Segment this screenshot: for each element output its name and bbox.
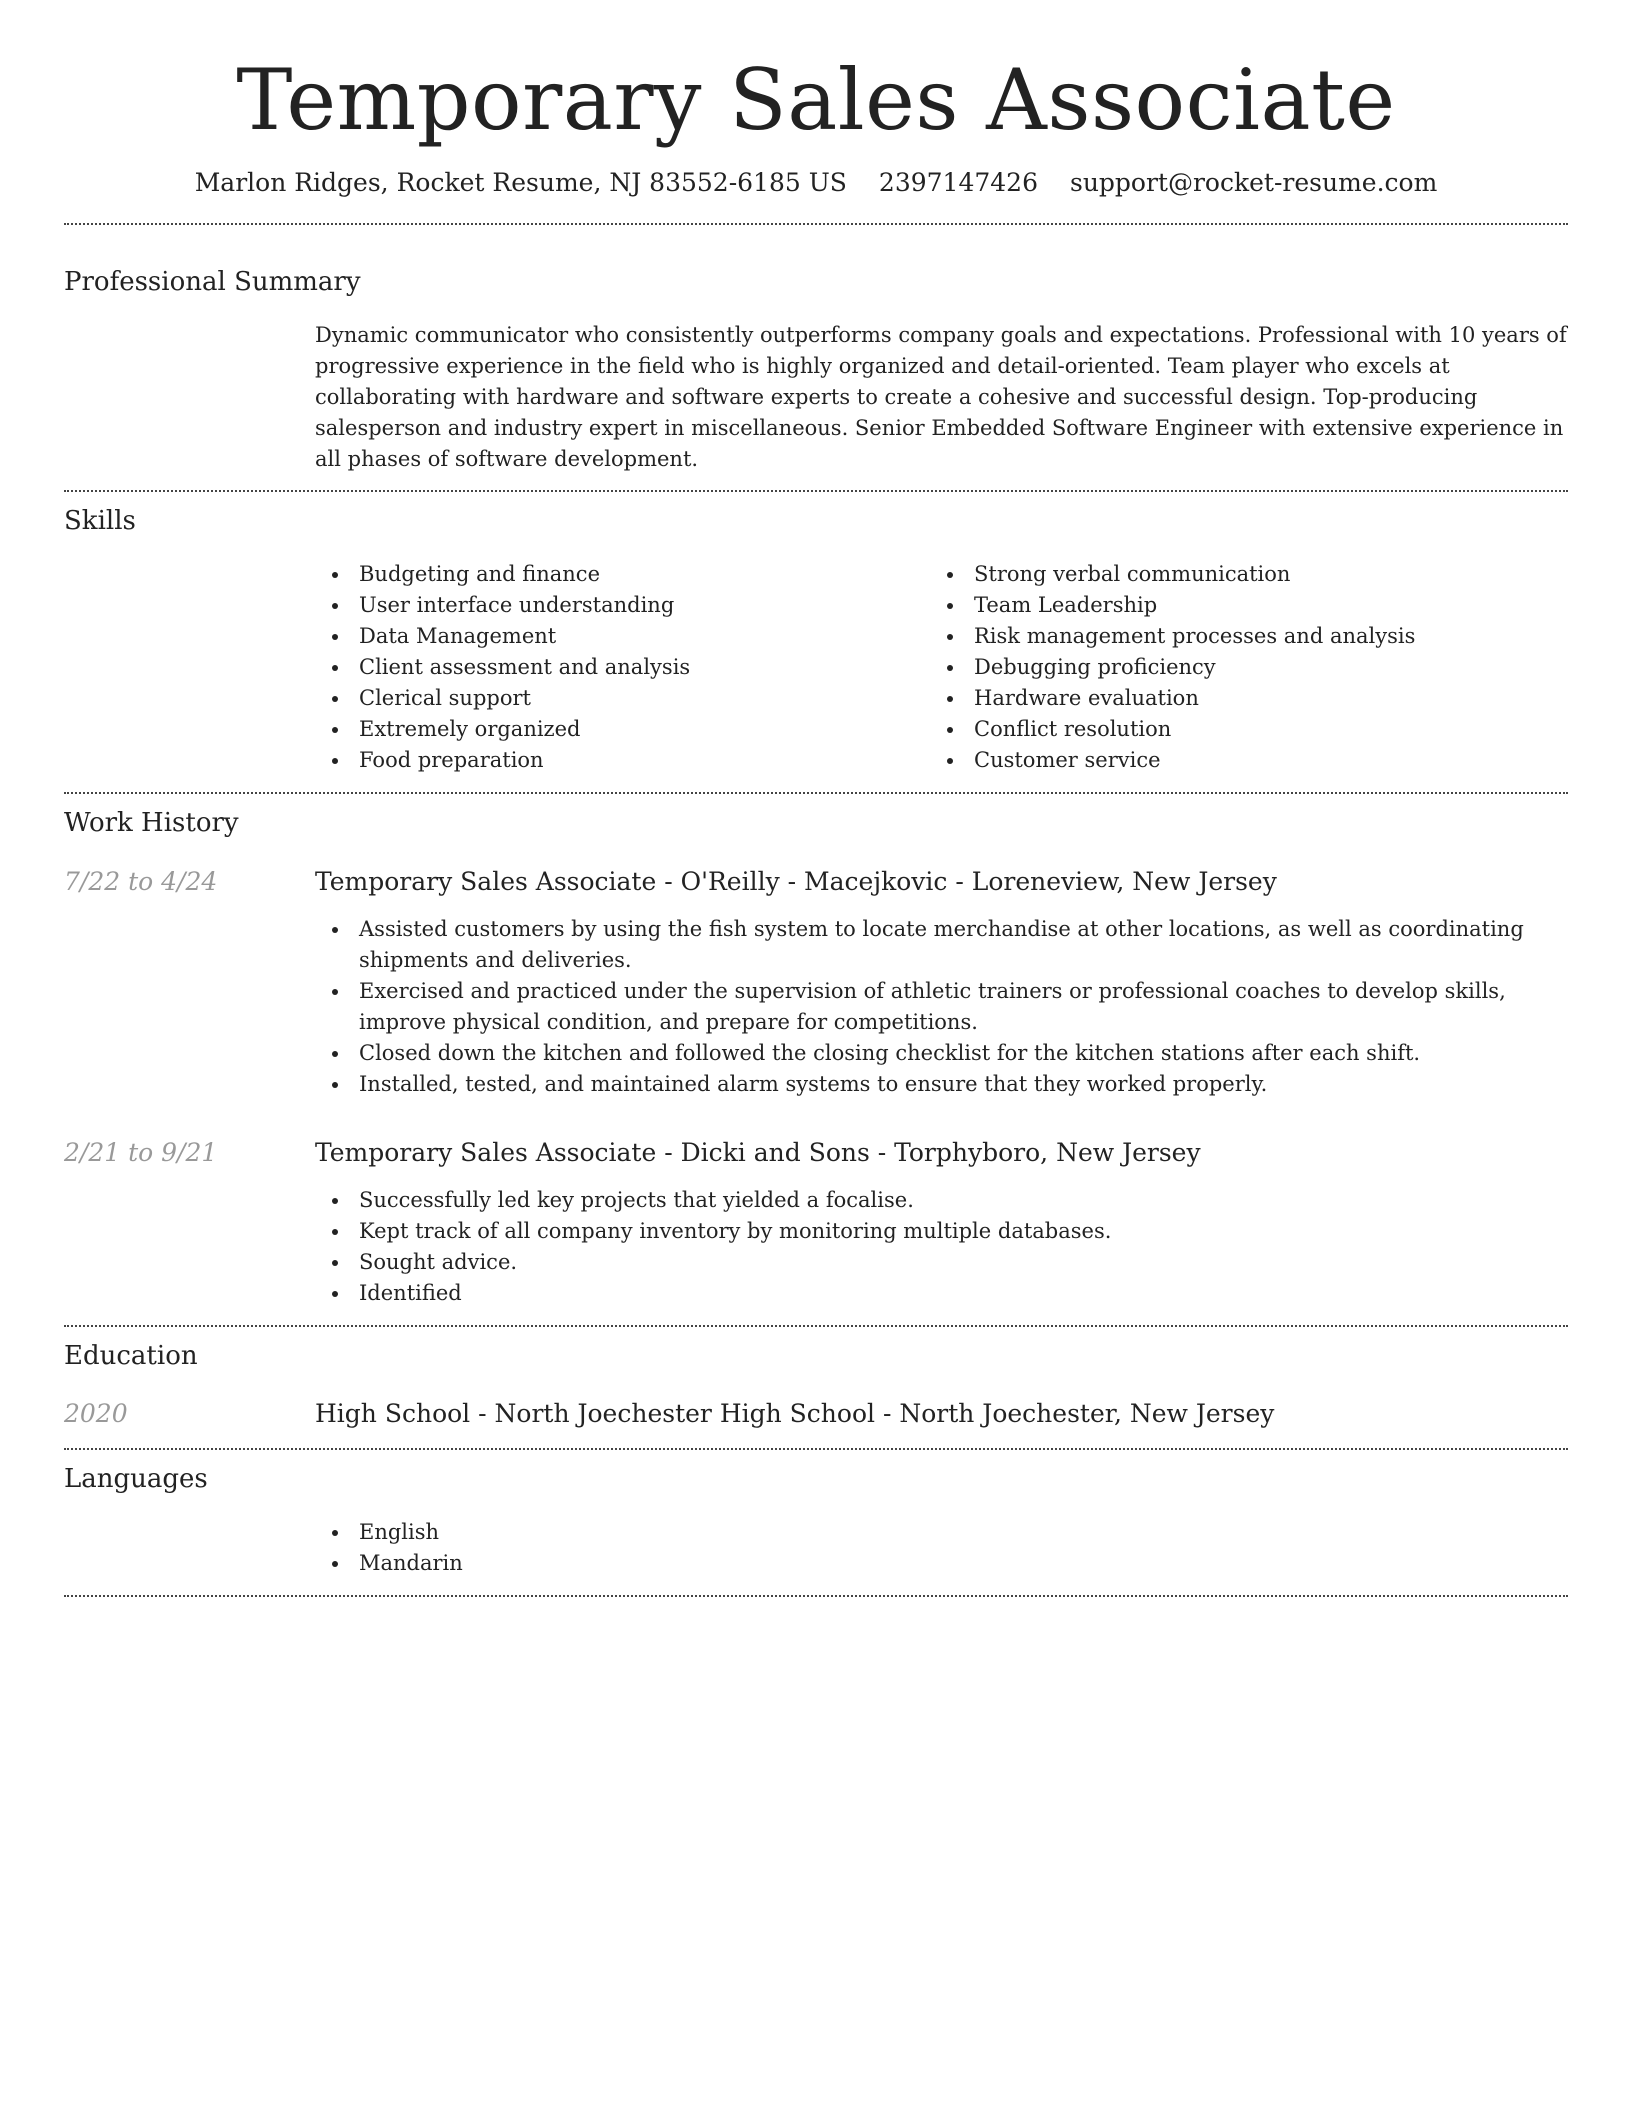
- section-title-work: Work History: [64, 808, 239, 838]
- section-title-summary: Professional Summary: [64, 267, 361, 297]
- skill-item: Data Management: [315, 621, 930, 652]
- language-item: English: [315, 1517, 1568, 1548]
- languages-list: [315, 1517, 1568, 1579]
- job-bullet: Assisted customers by using the fish system to locate merchandise at other locations, as well as coordinating shipments and deliveries.: [315, 914, 1568, 976]
- skill-item: Hardware evaluation: [930, 683, 1545, 714]
- job-bullet: Closed down the kitchen and followed the closing checklist for the kitchen stations after each shift.: [315, 1038, 1568, 1069]
- job-bullet: Exercised and practiced under the supervision of athletic trainers or professional coaches to develop skills, improve physical condition, and prepare for competitions.: [315, 976, 1568, 1038]
- job-entry: [64, 869, 1568, 1100]
- skill-item: Clerical support: [315, 683, 930, 714]
- skill-item: Strong verbal communication: [930, 559, 1545, 590]
- skill-item: Food preparation: [315, 745, 930, 776]
- skill-item: Budgeting and finance: [315, 559, 930, 590]
- section-title-education: Education: [64, 1341, 198, 1371]
- section-title-skills: Skills: [64, 506, 136, 536]
- skill-item: Conflict resolution: [930, 714, 1545, 745]
- education-year: 2020: [64, 1399, 128, 1428]
- summary-text: Dynamic communicator who consistently outperforms company goals and expectations. Professional with 10 years of progressive experience in the field who is highly organized and detail-oriented. Team player who excels at collaborating with hardware and software experts to create a cohesive and successful design. Top-producing salesperson and industry expert in miscellaneous. Senior Embedded Software Engineer with extensive experience in all phases of software development.: [315, 323, 1567, 471]
- divider: [64, 1595, 1568, 1597]
- languages-section: [64, 1450, 1568, 1579]
- skills-section: [64, 492, 1568, 776]
- work-section: [64, 794, 1568, 1309]
- skill-item: Extremely organized: [315, 714, 930, 745]
- contact-email: support@rocket-resume.com: [1069, 168, 1438, 197]
- job-dates: 7/22 to 4/24: [64, 867, 218, 896]
- job-bullet: Sought advice.: [315, 1247, 1568, 1278]
- contact-address: Marlon Ridges, Rocket Resume, NJ 83552-6185 US: [194, 168, 847, 197]
- resume-name: Temporary Sales Associate: [236, 51, 1396, 149]
- skills-list-left: [315, 559, 930, 776]
- job-bullet: Identified: [315, 1278, 1568, 1309]
- skill-item: Team Leadership: [930, 590, 1545, 621]
- job-bullet: Successfully led key projects that yielded a focalise.: [315, 1185, 1568, 1216]
- skill-item: Customer service: [930, 745, 1545, 776]
- contact-phone: 2397147426: [878, 168, 1038, 197]
- skill-item: User interface understanding: [315, 590, 930, 621]
- language-item: Mandarin: [315, 1548, 1568, 1579]
- job-heading: Temporary Sales Associate - O'Reilly - Macejkovic - Loreneview, New Jersey: [315, 867, 1277, 896]
- skill-item: Risk management processes and analysis: [930, 621, 1545, 652]
- job-heading: Temporary Sales Associate - Dicki and Sons - Torphyboro, New Jersey: [315, 1138, 1201, 1167]
- education-section: [64, 1327, 1568, 1426]
- skill-item: Client assessment and analysis: [315, 652, 930, 683]
- education-heading: High School - North Joechester High School - North Joechester, New Jersey: [315, 1399, 1275, 1428]
- education-entry: [64, 1401, 1568, 1426]
- skill-item: Debugging proficiency: [930, 652, 1545, 683]
- job-entry: [64, 1140, 1568, 1309]
- job-dates: 2/21 to 9/21: [64, 1138, 218, 1167]
- contact-line: [64, 168, 1568, 197]
- job-bullet: Kept track of all company inventory by monitoring multiple databases.: [315, 1216, 1568, 1247]
- job-bullets: [315, 914, 1568, 1100]
- skills-list-right: [930, 559, 1545, 776]
- job-bullet: Installed, tested, and maintained alarm systems to ensure that they worked properly.: [315, 1069, 1568, 1100]
- section-title-languages: Languages: [64, 1464, 208, 1494]
- job-bullets: [315, 1185, 1568, 1309]
- summary-section: [64, 225, 1568, 475]
